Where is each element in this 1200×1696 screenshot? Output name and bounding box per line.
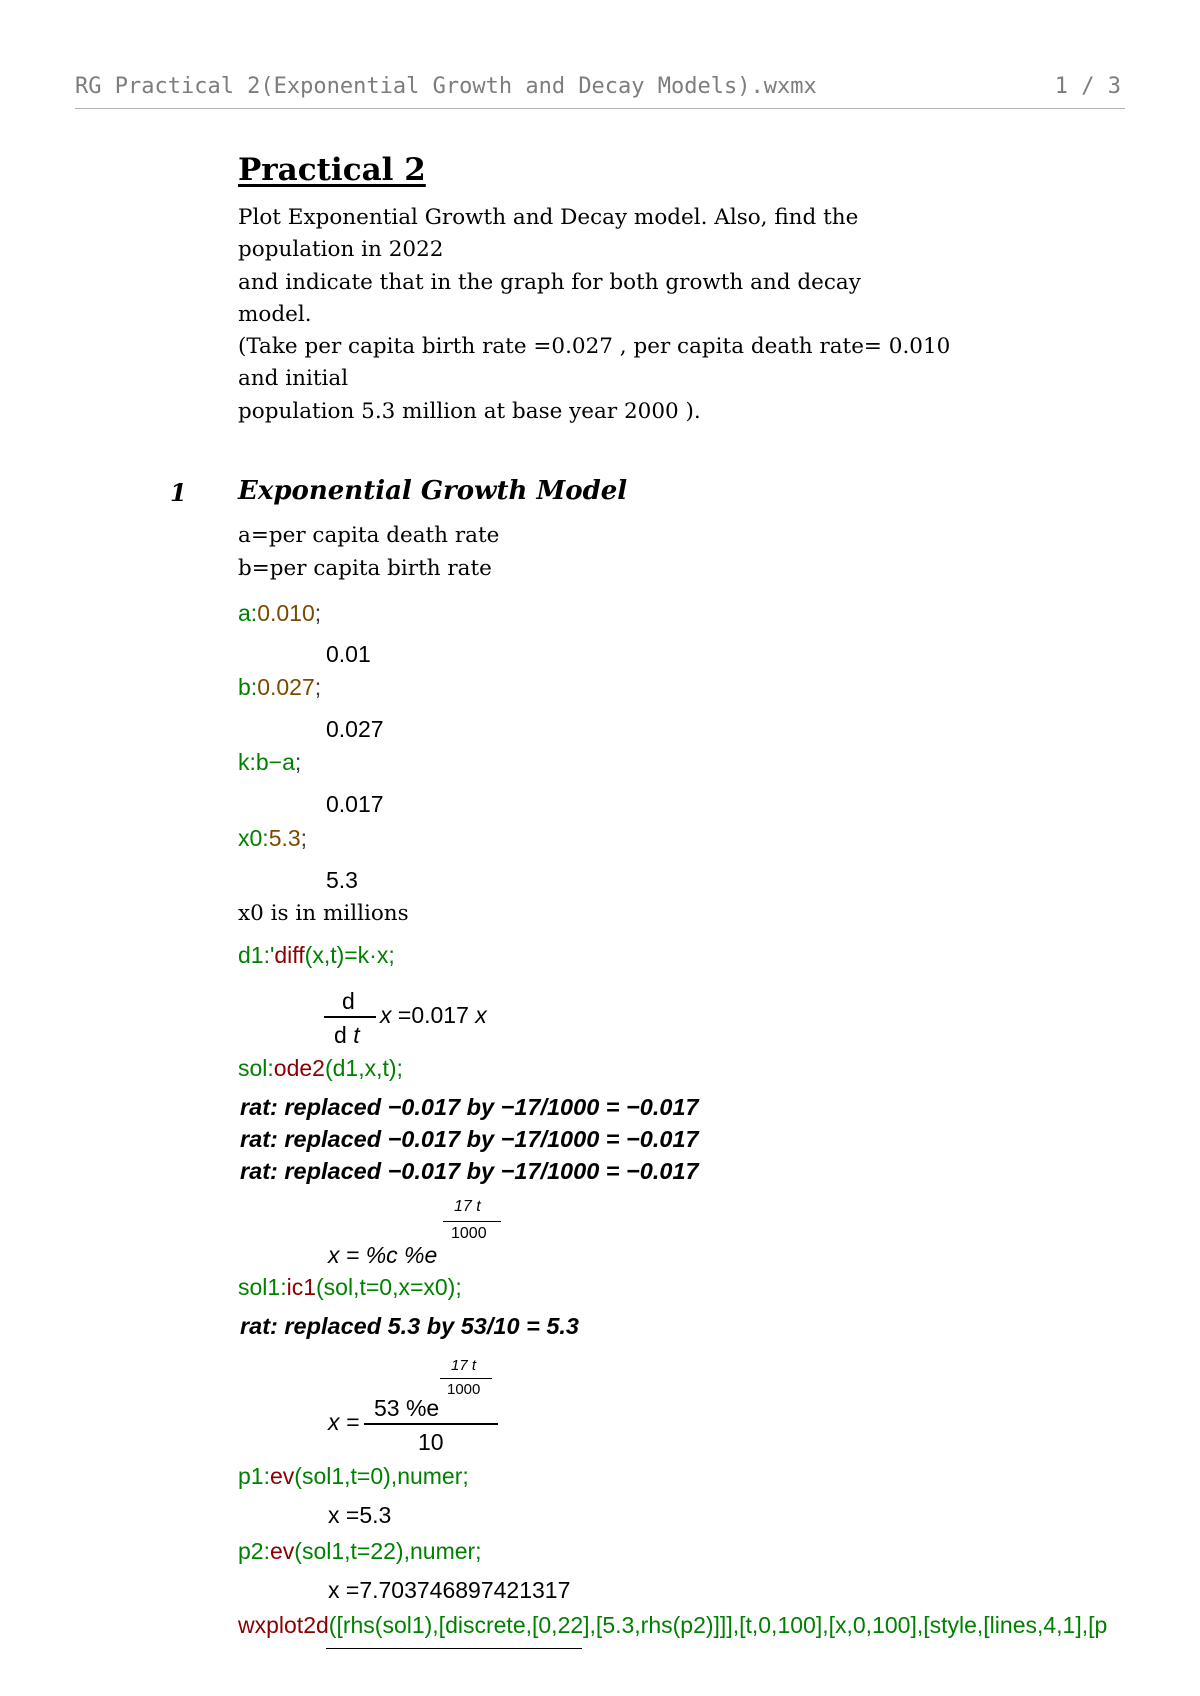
input-cell-a[interactable]: a:0.010;	[238, 600, 322, 626]
page-header	[75, 74, 1125, 109]
output-a: 0.01	[326, 641, 371, 667]
intro-line: and initial	[238, 366, 349, 391]
fraction-bar	[324, 1016, 376, 1018]
intro-line: and indicate that in the graph for both growth and decay	[238, 270, 861, 295]
input-cell-p1[interactable]: p1:ev(sol1,t=0),numer;	[238, 1463, 469, 1489]
rat-warning: rat: replaced 5.3 by 53/10 = 5.3	[240, 1313, 579, 1339]
fraction-bar	[440, 1378, 492, 1379]
intro-line: model.	[238, 302, 312, 327]
intro-line: (Take per capita birth rate =0.027 , per capita death rate= 0.010	[238, 334, 951, 359]
output-p2: x =7.703746897421317	[328, 1577, 571, 1603]
input-cell-k[interactable]: k:b−a;	[238, 749, 302, 775]
input-cell-b[interactable]: b:0.027;	[238, 674, 322, 700]
intro-line: Plot Exponential Growth and Decay model. Also, find the	[238, 205, 859, 230]
exp-numerator: 17 t	[454, 1198, 481, 1215]
input-cell-p2[interactable]: p2:ev(sol1,t=22),numer;	[238, 1538, 482, 1564]
rat-warning: rat: replaced −0.017 by −17/1000 = −0.017	[240, 1094, 699, 1120]
page-number: 1 / 3	[1054, 74, 1121, 99]
rat-warning: rat: replaced −0.017 by −17/1000 = −0.017	[240, 1158, 699, 1184]
intro-line: population 5.3 million at base year 2000 ).	[238, 399, 701, 424]
plot-underline	[326, 1648, 582, 1649]
output-k: 0.017	[326, 791, 384, 817]
input-cell-x0[interactable]: x0:5.3;	[238, 825, 308, 851]
fraction-bar	[443, 1221, 501, 1222]
deriv-denominator: d t	[334, 1022, 360, 1048]
general-solution: x = %c %e	[328, 1242, 438, 1268]
page-title: Practical 2	[238, 152, 426, 188]
section-title: Exponential Growth Model	[238, 476, 628, 506]
x0-note: x0 is in millions	[238, 901, 409, 926]
intro-line: population in 2022	[238, 237, 444, 262]
note-line: b=per capita birth rate	[238, 556, 492, 581]
input-cell-d1[interactable]: d1:'diff(x,t)=k·x;	[238, 942, 395, 968]
exp-denominator: 1000	[451, 1225, 487, 1242]
output-p1: x =5.3	[328, 1502, 392, 1528]
input-cell-sol1[interactable]: sol1:ic1(sol,t=0,x=x0);	[238, 1274, 462, 1300]
file-name: RG Practical 2(Exponential Growth and Decay Models).wxmx	[75, 74, 817, 99]
output-b: 0.027	[326, 716, 384, 742]
exp-numerator: 17 t	[451, 1357, 477, 1374]
output-x0: 5.3	[326, 867, 358, 893]
input-cell-sol[interactable]: sol:ode2(d1,x,t);	[238, 1055, 403, 1081]
rat-warning: rat: replaced −0.017 by −17/1000 = −0.017	[240, 1126, 699, 1152]
solution-denominator: 10	[418, 1429, 444, 1455]
solution-lhs: x =	[328, 1409, 360, 1435]
exp-denominator: 1000	[447, 1381, 481, 1398]
note-line: a=per capita death rate	[238, 523, 500, 548]
solution-numerator: 53 %e	[374, 1395, 440, 1421]
deriv-numerator: d	[342, 988, 355, 1014]
section-number: 1	[170, 478, 187, 507]
input-cell-plot[interactable]: wxplot2d([rhs(sol1),[discrete,[0,22],[5.3,rhs(p2)]]],[t,0,100],[x,0,100],[style,[lines,4,1],[p	[238, 1612, 1108, 1638]
deriv-rhs: x =0.017 x	[380, 1002, 487, 1028]
fraction-bar	[364, 1423, 498, 1425]
